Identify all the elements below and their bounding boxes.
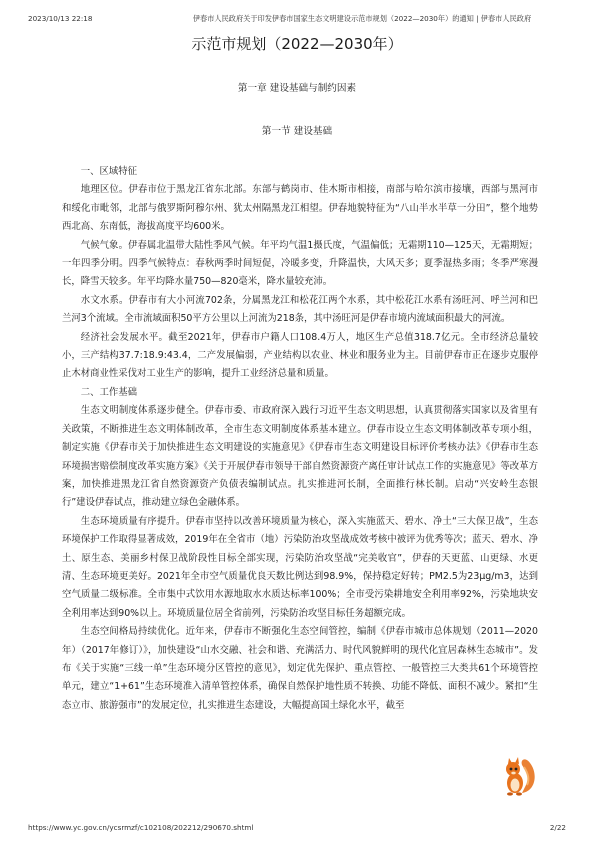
chapter-heading: 第一章 建设基础与制约因素 bbox=[237, 83, 357, 94]
paragraph-hydrology: 水文水系。伊春市有大小河流702条，分属黑龙江和松花江两个水系，其中松花江水系有汤旺河、呼兰河和巴兰河3个流域。全市流域面积50平方公里以上河流为218条，其中汤旺河是伊春市境内流域面积最大的河流。 bbox=[62, 294, 538, 325]
print-page-title: 伊春市人民政府关于印发伊春市国家生态文明建设示范市规划（2022—2030年）的通知 | 伊春市人民政府 bbox=[192, 14, 532, 23]
print-footer bbox=[28, 823, 566, 835]
document-body bbox=[62, 163, 538, 715]
paragraph-institutions: 生态文明制度体系逐步健全。伊春市委、市政府深入践行习近平生态文明思想，认真贯彻落实国家以及省里有关政策，不断推进生态文明体制改革，全市生态文明制度体系基本建立。伊春市设立生态文明体制改革专项小组，制定实施《伊春市关于加快推进生态文明建设的实施意见》《伊春市生态文明建设目标评价考核办法》《伊春市生态环境损害赔偿制度改革实施方案》《关于开展伊春市领导干部自然资源资产离任审计试点工作的实施意见》等改革方案，加快推进黑龙江省自然资源资产负债表编制试点。扎实推进河长制，全面推行林长制。启动“兴安岭生态银行”建设伊春试点，推动建立绿色金融体系。 bbox=[62, 405, 538, 509]
subheading-regional-features: 一、区域特征 bbox=[80, 166, 138, 177]
paragraph-spatial-pattern: 生态空间格局持续优化。近年来，伊春市不断强化生态空间管控，编制《伊春市城市总体规划（2011—2020年）（2017年修订）》，加快建设“山水交融、社会和谐、充满活力、时代风貌鲜明的现代化宜居森林生态城市”。发布《关于实施“三线一单”生态环境分区管控的意见》，划定优先保护、重点管控、一般管控三大类共61个环境管控单元，建立“1+61”生态环境准入清单管控体系，确保自然保护地性质不转换、功能不降低、面积不减少。紧扣“生态立市、旅游强市”的发展定位，扎实推进生态建设，大幅提高国土绿化水平，截至 bbox=[62, 626, 538, 711]
print-header bbox=[28, 14, 566, 28]
paragraph-environment-quality: 生态环境质量有序提升。伊春市坚持以改善环境质量为核心，深入实施蓝天、碧水、净土“三大保卫战”，生态环境保护工作取得显著成效，2019年在全省市（地）污染防治攻坚战成效考核中被评为优秀等次；蓝天、碧水、净土、原生态、美丽乡村保卫战阶段性目标全部实现，污染防治攻坚战“完美收官”，伊春的天更蓝、山更绿、水更清、生态环境更美好。2021年全市空气质量优良天数比例达到98.9%，保持稳定好转；PM2.5为23μg/m3，达到空气质量二级标准。全市集中式饮用水源地取水水质达标率100%；全市受污染耕地安全利用率92%，污染地块安全利用率达到90%以上。环境质量位居全省前列，污染防治攻坚目标任务超额完成。 bbox=[62, 515, 538, 619]
section-heading: 第一节 建设基础 bbox=[261, 126, 333, 137]
paragraph-climate: 气候气象。伊春属北温带大陆性季风气候。年平均气温1摄氏度，气温偏低；无霜期110—125天，无霜期短；一年四季分明。四季气候特点：春秋两季时间短促，冷暖多变，升降温快，大风天多；夏季湿热多雨；冬季严寒漫长，降雪天较多。年平均降水量750—820毫米，降水量较充沛。 bbox=[62, 239, 538, 288]
paragraph-economy: 经济社会发展水平。截至2021年，伊春市户籍人口108.4万人，地区生产总值318.7亿元。全市经济总量较小，三产结构37.7:18.9:43.4，二产发展偏弱，产业结构以农业、林业和服务业为主。目前伊春市正在逐步克服停止木材商业性采伐对工业生产的影响，提升工业经济总量和质量。 bbox=[62, 331, 538, 380]
paragraph-location: 地理区位。伊春市位于黑龙江省东北部。东部与鹤岗市、佳木斯市相接，南部与哈尔滨市接壤，西部与黑河市和绥化市毗邻，北部与俄罗斯阿穆尔州、犹太州隔黑龙江相望。伊春地貌特征为“八山半水半草一分田”，整个地势西北高、东南低，海拔高度平均600米。 bbox=[62, 184, 538, 233]
document-title: 示范市规划（2022—2030年） bbox=[191, 35, 403, 53]
page-number: 2/22 bbox=[549, 823, 566, 832]
page-url: https://www.yc.gov.cn/ycsrmzf/c102108/202212/290670.shtml bbox=[28, 823, 254, 832]
subheading-work-foundation: 二、工作基础 bbox=[80, 386, 138, 398]
print-datetime: 2023/10/13 22:18 bbox=[28, 14, 93, 23]
squirrel-mascot-icon bbox=[500, 753, 538, 797]
